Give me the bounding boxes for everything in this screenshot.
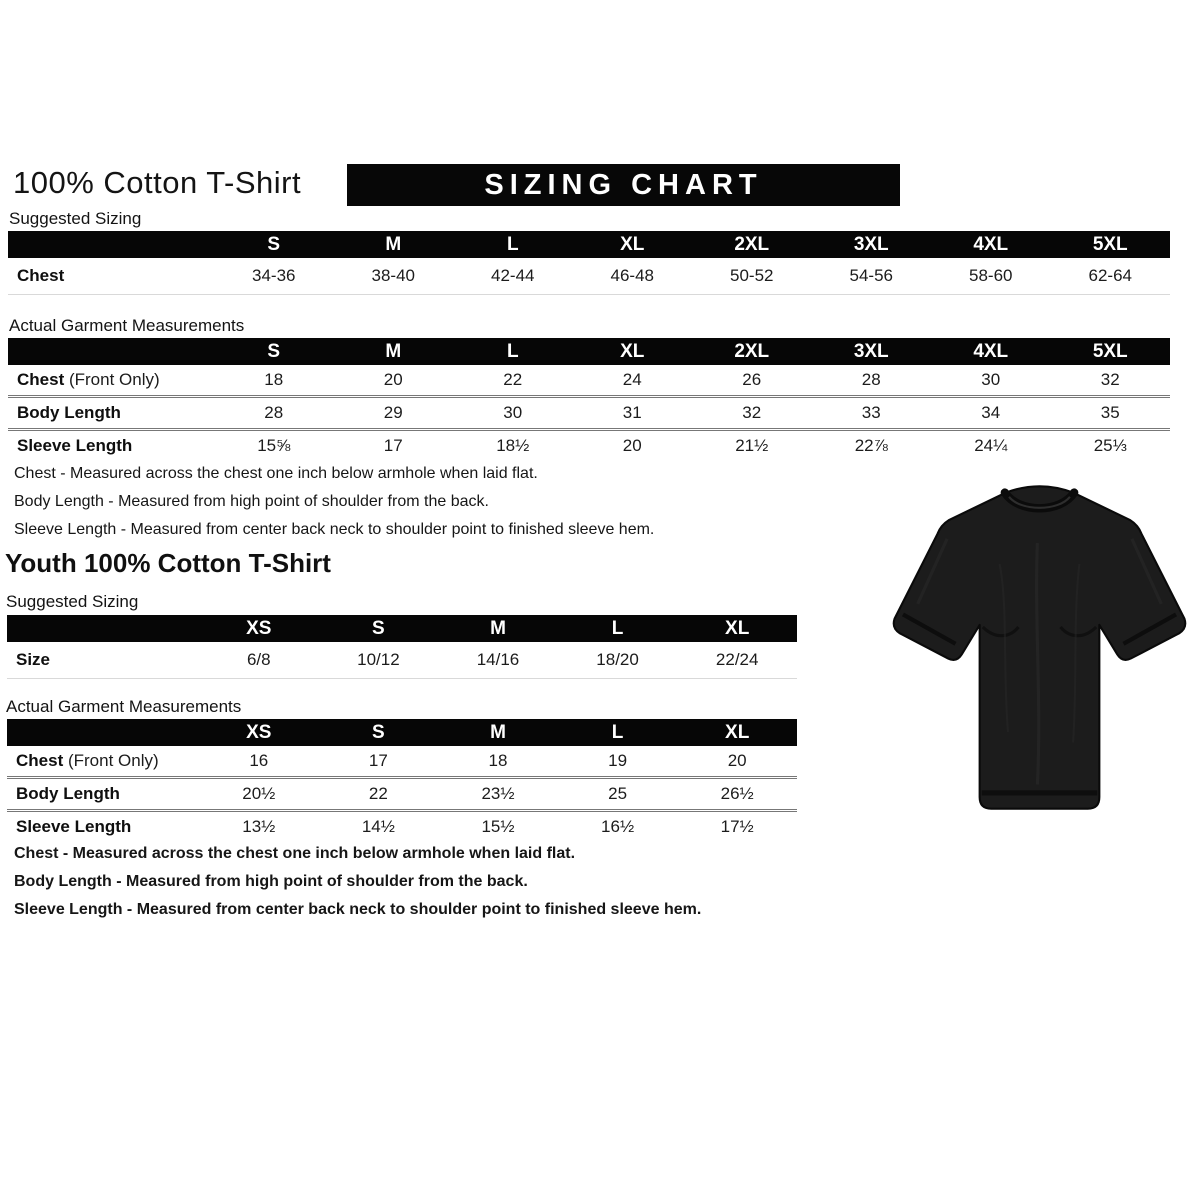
size-column-header: L bbox=[558, 719, 678, 746]
adult-measurement-notes bbox=[14, 460, 654, 544]
measurement-value: 35 bbox=[1051, 397, 1171, 430]
measurement-value: 19 bbox=[608, 751, 628, 770]
measurement-value: 34-36 bbox=[214, 258, 334, 295]
row-label bbox=[8, 430, 214, 462]
measurement-value: 62-64 bbox=[1051, 258, 1171, 295]
measurement-value: 29 bbox=[334, 397, 454, 430]
measurement-value: 22/24 bbox=[677, 642, 797, 679]
size-header-row bbox=[7, 719, 797, 746]
measurement-value: 38-40 bbox=[334, 258, 454, 295]
size-column-header: L bbox=[453, 338, 573, 365]
table-row bbox=[7, 778, 797, 811]
measurement-value: 18 bbox=[488, 751, 508, 770]
measurement-value: 22⅞ bbox=[812, 430, 932, 462]
size-column-header: S bbox=[319, 615, 439, 642]
size-column-header: 2XL bbox=[692, 231, 812, 258]
size-column-header: M bbox=[334, 231, 454, 258]
header-corner-cell bbox=[8, 338, 214, 365]
size-column-header: XS bbox=[199, 719, 319, 746]
row-label-text: Chest bbox=[17, 370, 65, 389]
measurement-value: 20 bbox=[383, 370, 403, 389]
measurement-value: 17½ bbox=[677, 811, 797, 843]
measurement-value: 28 bbox=[214, 397, 334, 430]
measurement-value: 23½ bbox=[438, 778, 558, 811]
header-corner-cell bbox=[7, 719, 199, 746]
table-row bbox=[7, 811, 797, 843]
measurement-value: 17 bbox=[334, 430, 454, 462]
size-column-header: S bbox=[214, 338, 334, 365]
row-label bbox=[7, 642, 199, 679]
measurement-value: 46-48 bbox=[573, 258, 693, 295]
adult-measurements-label: Actual Garment Measurements bbox=[9, 316, 245, 335]
size-header-row bbox=[7, 615, 797, 642]
measurement-value: 14½ bbox=[319, 811, 439, 843]
measurement-value: 33 bbox=[812, 397, 932, 430]
note-chest: Chest - Measured across the chest one inch below armhole when laid flat. bbox=[14, 465, 538, 482]
size-column-header: 3XL bbox=[812, 338, 932, 365]
measurement-value: 58-60 bbox=[931, 258, 1051, 295]
table-row bbox=[7, 642, 797, 679]
measurement-value: 28 bbox=[861, 370, 881, 389]
youth-suggested-sizing-label: Suggested Sizing bbox=[6, 592, 139, 611]
measurement-value: 24 bbox=[622, 370, 642, 389]
youth-product-title: Youth 100% Cotton T-Shirt bbox=[5, 548, 331, 578]
measurement-value: 50-52 bbox=[692, 258, 812, 295]
measurement-value: 25 bbox=[558, 778, 678, 811]
table-row bbox=[8, 397, 1170, 430]
size-column-header: L bbox=[453, 231, 573, 258]
note-sleeve-length: Sleeve Length - Measured from center back neck to shoulder point to finished sleeve hem. bbox=[14, 521, 655, 538]
measurement-value: 32 bbox=[1100, 370, 1120, 389]
youth-measurements-table bbox=[7, 719, 797, 842]
measurement-value: 54-56 bbox=[812, 258, 932, 295]
table-row bbox=[7, 746, 797, 778]
sizing-chart-banner: SIZING CHART bbox=[347, 164, 900, 206]
size-column-header: M bbox=[334, 338, 454, 365]
measurement-value: 14/16 bbox=[438, 642, 558, 679]
note-body-length: Body Length - Measured from high point of shoulder from the back. bbox=[14, 493, 489, 510]
measurement-value: 16 bbox=[249, 751, 269, 770]
size-column-header: 5XL bbox=[1051, 338, 1171, 365]
size-column-header: XL bbox=[573, 231, 693, 258]
measurement-value: 30 bbox=[981, 370, 1001, 389]
measurement-value: 26½ bbox=[677, 778, 797, 811]
measurement-value: 18½ bbox=[453, 430, 573, 462]
table-row bbox=[8, 258, 1170, 295]
measurement-value: 20 bbox=[573, 430, 693, 462]
measurement-value: 30 bbox=[453, 397, 573, 430]
size-column-header: S bbox=[214, 231, 334, 258]
measurement-value: 15⅝ bbox=[214, 430, 334, 462]
size-column-header: XL bbox=[677, 615, 797, 642]
measurement-value: 32 bbox=[692, 397, 812, 430]
size-column-header: XL bbox=[573, 338, 693, 365]
size-column-header: XS bbox=[199, 615, 319, 642]
measurement-value: 17 bbox=[368, 751, 388, 770]
measurement-value: 18/20 bbox=[558, 642, 678, 679]
measurement-value: 20 bbox=[727, 751, 747, 770]
note-body-length: Body Length - Measured from high point of shoulder from the back. bbox=[14, 873, 528, 890]
row-label bbox=[8, 365, 214, 397]
measurement-value: 13½ bbox=[199, 811, 319, 843]
measurement-value: 34 bbox=[931, 397, 1051, 430]
row-label bbox=[8, 258, 214, 295]
measurement-value: 20½ bbox=[199, 778, 319, 811]
measurement-value: 21½ bbox=[692, 430, 812, 462]
adult-product-title: 100% Cotton T-Shirt bbox=[13, 165, 302, 200]
table-row bbox=[8, 365, 1170, 397]
row-label-text: Size bbox=[16, 650, 51, 669]
size-column-header: M bbox=[438, 615, 558, 642]
size-column-header: M bbox=[438, 719, 558, 746]
adult-measurements-table bbox=[8, 338, 1170, 461]
row-label-suffix: (Front Only) bbox=[64, 370, 160, 389]
measurement-value: 24¼ bbox=[931, 430, 1051, 462]
measurement-value: 10/12 bbox=[319, 642, 439, 679]
row-label bbox=[8, 397, 214, 430]
row-label-text: Sleeve Length bbox=[16, 817, 132, 836]
size-column-header: L bbox=[558, 615, 678, 642]
black-tshirt-photo bbox=[882, 468, 1197, 828]
row-label-text: Body Length bbox=[16, 784, 120, 803]
row-label-text: Body Length bbox=[17, 403, 121, 422]
size-column-header: S bbox=[319, 719, 439, 746]
youth-suggested-sizing-table bbox=[7, 615, 797, 679]
measurement-value: 15½ bbox=[438, 811, 558, 843]
youth-measurement-notes bbox=[14, 840, 701, 924]
size-column-header: 3XL bbox=[812, 231, 932, 258]
measurement-value: 18 bbox=[264, 370, 284, 389]
note-sleeve-length: Sleeve Length - Measured from center back neck to shoulder point to finished sleeve hem. bbox=[14, 901, 702, 918]
header-corner-cell bbox=[8, 231, 214, 258]
row-label bbox=[7, 778, 199, 811]
youth-measurements-label: Actual Garment Measurements bbox=[6, 697, 242, 716]
note-chest: Chest - Measured across the chest one inch below armhole when laid flat. bbox=[14, 845, 576, 862]
size-header-row bbox=[8, 338, 1170, 365]
row-label-suffix: (Front Only) bbox=[63, 751, 159, 770]
table-row bbox=[8, 430, 1170, 462]
measurement-value: 31 bbox=[573, 397, 693, 430]
measurement-value: 6/8 bbox=[199, 642, 319, 679]
row-label bbox=[7, 746, 199, 778]
adult-suggested-sizing-label: Suggested Sizing bbox=[9, 209, 142, 228]
row-label-text: Chest bbox=[16, 751, 64, 770]
measurement-value: 42-44 bbox=[453, 258, 573, 295]
adult-suggested-sizing-table bbox=[8, 231, 1170, 295]
measurement-value: 22 bbox=[503, 370, 523, 389]
row-label-text: Sleeve Length bbox=[17, 436, 133, 455]
size-column-header: 4XL bbox=[931, 231, 1051, 258]
size-column-header: 2XL bbox=[692, 338, 812, 365]
measurement-value: 22 bbox=[319, 778, 439, 811]
size-column-header: XL bbox=[677, 719, 797, 746]
measurement-value: 16½ bbox=[558, 811, 678, 843]
size-column-header: 4XL bbox=[931, 338, 1051, 365]
row-label-text: Chest bbox=[17, 266, 65, 285]
measurement-value: 26 bbox=[742, 370, 762, 389]
size-header-row bbox=[8, 231, 1170, 258]
size-column-header: 5XL bbox=[1051, 231, 1171, 258]
header-corner-cell bbox=[7, 615, 199, 642]
measurement-value: 25⅓ bbox=[1051, 430, 1171, 462]
row-label bbox=[7, 811, 199, 843]
